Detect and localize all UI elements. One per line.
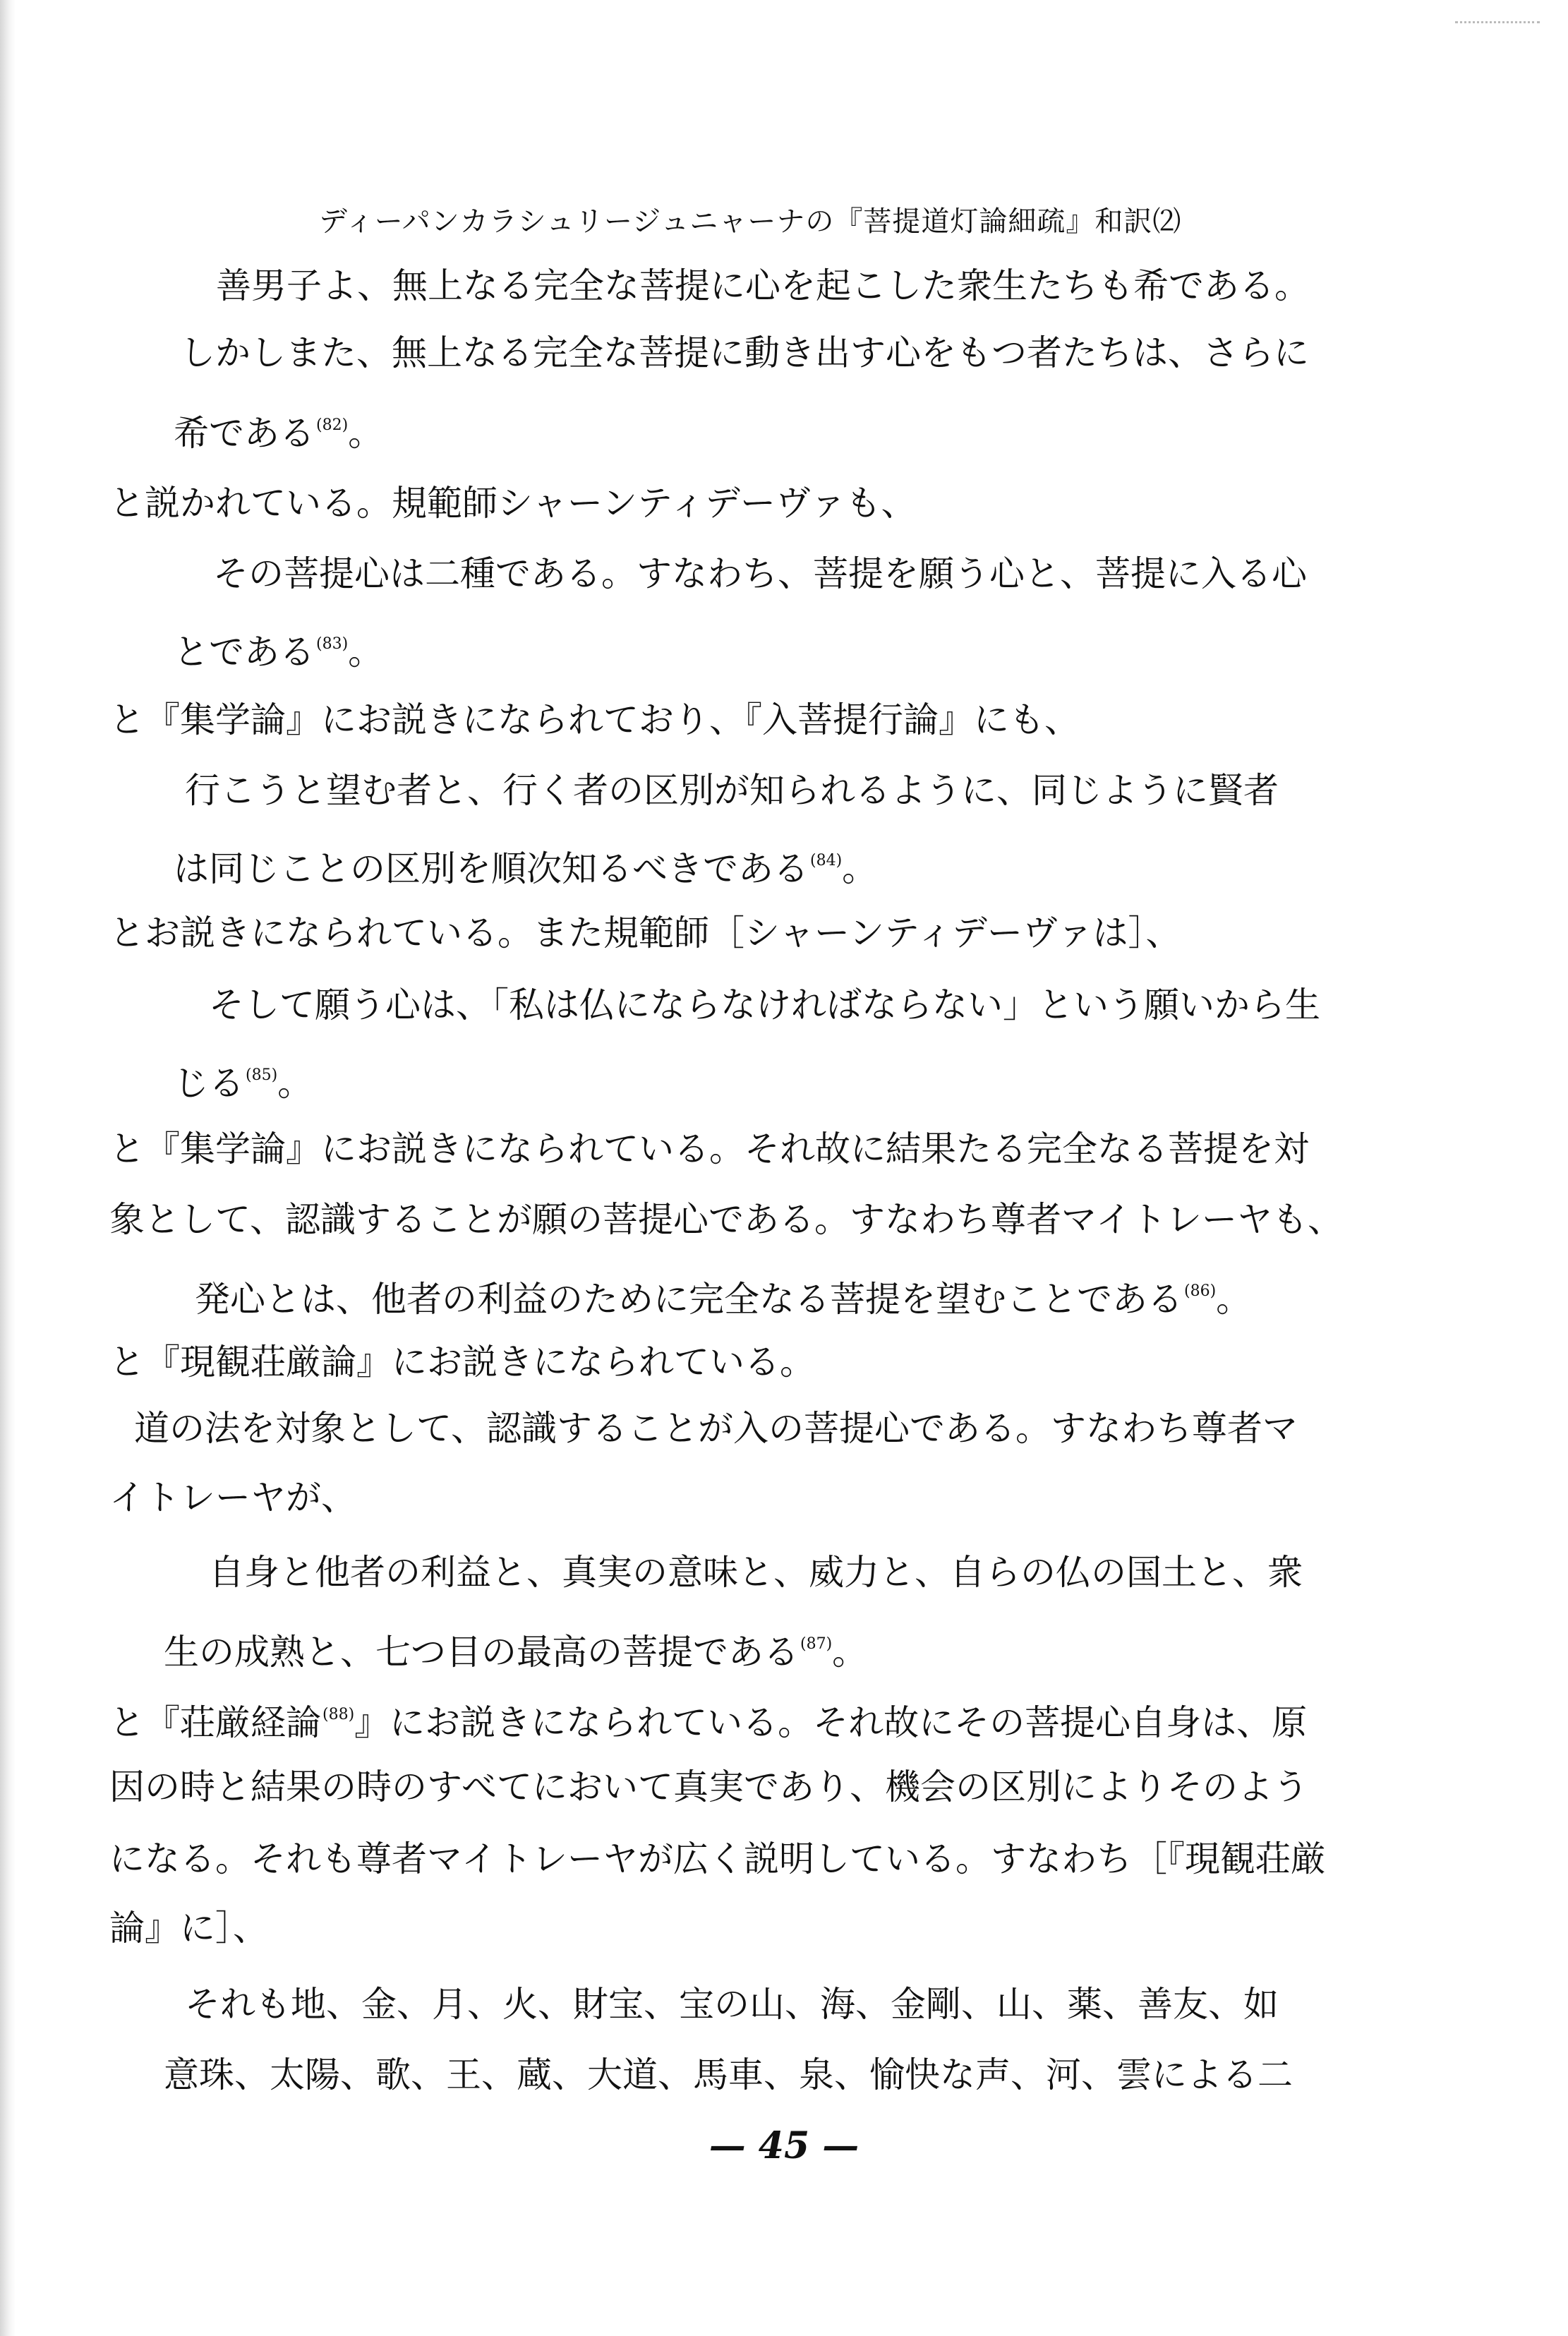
- line-text: 発心とは、他者の利益のために完全なる菩提を望むことである: [195, 1279, 1183, 1320]
- text-line: [0, 1694, 1568, 1744]
- footnote-marker: (85): [246, 1066, 278, 1084]
- text-line: [0, 265, 1568, 307]
- line-text: それも地、金、月、火、財宝、宝の山、海、金剛、山、薬、善友、如: [185, 1984, 1279, 2025]
- line-tail-text: 。: [1216, 1279, 1252, 1320]
- text-line: [0, 1407, 1568, 1450]
- line-text: イトレーヤが、: [109, 1477, 356, 1518]
- line-text: 象として、認識することが願の菩提心である。すなわち尊者マイトレーヤも、: [109, 1199, 1343, 1240]
- text-line: [0, 332, 1568, 374]
- footnote-marker: (88): [322, 1706, 355, 1723]
- line-text: 善男子よ、無上なる完全な菩提に心を起こした衆生たちも希である。: [216, 265, 1310, 306]
- line-text: とである: [174, 632, 315, 673]
- text-line: [0, 984, 1568, 1026]
- line-text: しかしまた、無上なる完全な菩提に動き出す心をもつ者たちは、さらに: [180, 332, 1309, 373]
- text-line: [0, 553, 1568, 595]
- line-tail-text: 。: [348, 632, 384, 673]
- footnote-marker: (82): [316, 416, 349, 434]
- line-text: 意珠、太陽、歌、王、蔵、大道、馬車、泉、愉快な声、河、雲による二: [164, 2054, 1293, 2095]
- text-line: [0, 1983, 1568, 2025]
- line-text: その菩提心は二種である。すなわち、菩提を願う心と、菩提に入る心: [213, 553, 1307, 594]
- text-line: [0, 1341, 1568, 1383]
- text-line: [0, 699, 1568, 741]
- text-line: [0, 1198, 1568, 1241]
- text-line: [0, 2054, 1568, 2096]
- line-tail-text: 』にお説きになられている。それ故にその菩提心自身は、原: [354, 1702, 1308, 1743]
- line-text: 希である: [174, 413, 315, 454]
- line-text: そして願う心は、「私は仏にならなければならない」という願いから生: [209, 985, 1320, 1025]
- line-text: と『現観荘厳論』にお説きになられている。: [109, 1342, 815, 1383]
- footnote-marker: (83): [316, 635, 349, 653]
- scan-corner-mark: [1455, 21, 1540, 26]
- footnote-marker: (84): [810, 852, 843, 869]
- text-line: [0, 404, 1568, 454]
- text-line: [0, 769, 1568, 812]
- line-tail-text: 。: [277, 1063, 313, 1104]
- text-line: [0, 1907, 1568, 1949]
- text-line: [0, 1128, 1568, 1170]
- line-tail-text: 。: [842, 848, 878, 889]
- text-line: [0, 482, 1568, 524]
- running-header: ディーパンカラシュリージュニャーナの『菩提道灯論細疏』和訳⑵: [319, 205, 1182, 238]
- line-text: と『荘厳経論: [109, 1702, 321, 1743]
- line-text: 論』に］、: [109, 1908, 268, 1949]
- line-text: じる: [174, 1063, 244, 1104]
- text-line: [0, 623, 1568, 673]
- text-line: [0, 1838, 1568, 1880]
- page-number: — 45 —: [708, 2124, 860, 2167]
- line-text: 生の成熟と、七つ目の最高の菩提である: [164, 1632, 799, 1673]
- line-text: 道の法を対象として、認識することが入の菩提心である。すなわち尊者マ: [134, 1408, 1298, 1449]
- footnote-marker: (87): [800, 1635, 833, 1653]
- line-text: とお説きになられている。また規範師［シャーンティデーヴァは］、: [109, 913, 1181, 953]
- text-line: [0, 1766, 1568, 1808]
- text-line: [0, 1054, 1568, 1104]
- line-text: 行こうと望む者と、行く者の区別が知られるように、同じように賢者: [185, 770, 1279, 811]
- text-line: [0, 912, 1568, 954]
- line-tail-text: 。: [348, 413, 384, 454]
- line-text: は同じことの区別を順次知るべきである: [174, 848, 809, 889]
- text-line: [0, 1270, 1568, 1320]
- line-text: と『集学論』にお説きになられている。それ故に結果たる完全なる菩提を対: [109, 1128, 1309, 1169]
- line-text: と説かれている。規範師シャーンティデーヴァも、: [109, 483, 917, 524]
- line-tail-text: 。: [832, 1632, 868, 1673]
- line-text: 因の時と結果の時のすべてにおいて真実であり、機会の区別によりそのよう: [109, 1766, 1308, 1807]
- text-line: [0, 840, 1568, 890]
- footnote-marker: (86): [1184, 1282, 1217, 1300]
- text-line: [0, 1551, 1568, 1594]
- text-line: [0, 1623, 1568, 1673]
- text-line: [0, 1476, 1568, 1519]
- line-text: 自身と他者の利益と、真実の意味と、威力と、自らの仏の国土と、衆: [209, 1552, 1303, 1593]
- line-text: になる。それも尊者マイトレーヤが広く説明している。すなわち［『現観荘厳: [109, 1838, 1326, 1879]
- line-text: と『集学論』にお説きになられており、『入菩提行論』にも、: [109, 699, 1080, 740]
